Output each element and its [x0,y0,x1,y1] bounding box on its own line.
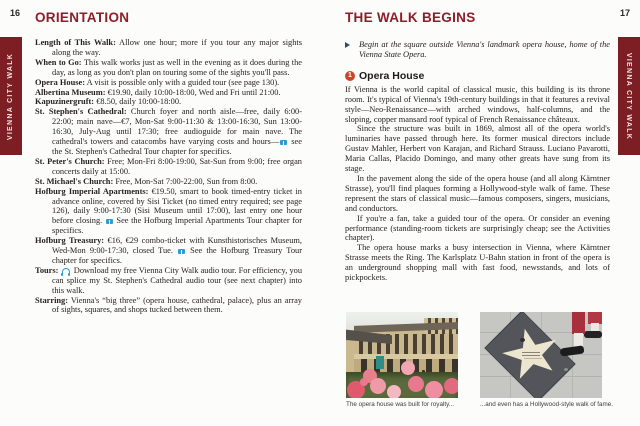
chapter-tab-left-label: VIENNA CITY WALK [7,52,15,140]
orientation-entry: Kapuzinergruft: €8.50, daily 10:00-18:00. [35,97,182,107]
orientation-entry: Tours: Download my free Vienna City Walk audio tour. For efficiency, you can splice my St. Stephen's Cathedral audio tour (see next chapter) into this walk. [35,265,303,295]
headphones-icon [62,268,70,274]
chapter-tab-right [618,37,640,155]
walk-of-fame-photo [480,312,602,398]
opera-house-photo [346,312,458,398]
orientation-entry: St. Peter's Church: Free; Mon-Fri 8:00-19:00, Sat-Sun from 9:00; free organ concerts daily at 15:00. [35,156,302,176]
figure-walk-of-fame [480,312,613,408]
book-icon [178,249,185,254]
figure-row [346,312,613,408]
begin-arrow-icon [345,42,350,48]
body-paragraph: If you're a fan, take a guided tour of the opera. Or consider an evening performance (standing-room tickets are surprisingly cheap; see the Activities chapter). [345,213,610,243]
pavement-pebble [564,368,568,371]
stop-number-badge: 1 [345,71,355,81]
orientation-entry: Hofburg Imperial Apartments: €19.50, smart to book timed-entry ticket in advance online, covered by Sisi Ticket (no timed entry required; see page 126), daily 9:00-17:30 (Sisi Museum until 17:00), last entry one hour before closing. See the Hofburg Imperial Apartments Tour chapter for specifics. [35,186,302,236]
walk-intro [345,40,610,60]
book-icon [106,219,113,224]
orientation-entry: Opera House: A visit is possible only with a guided tour (see page 130). [35,77,280,87]
walk-body [345,38,610,283]
plaque-dot [520,338,525,342]
orientation-entry: Length of This Walk: Allow one hour; more if you tour any major sights along the way. [35,38,302,57]
figure-caption: ...and even has a Hollywood-style walk of fame. [480,401,614,408]
street-sign [376,356,384,369]
figure-opera-house [346,312,458,408]
chapter-tab-left [0,37,22,155]
book-icon [280,140,287,145]
walk-intro-text: Begin at the square outside Vienna's landmark opera house, home of the Vienna State Opera. [359,40,610,59]
chapter-tab-right-label: VIENNA CITY WALK [625,52,633,140]
star-engraving [522,352,540,353]
page-number-left: 16 [10,8,21,18]
page-number-right: 17 [619,8,630,18]
guard-shoe-back [584,331,602,338]
body-paragraph: Since the structure was built in 1869, almost all of the opera world's luminaries have passed through here. Its former musical directors include Gustav Mahler, Herbert von Karajan, and Richard Strauss. Luciano Pavarotti, Maria Callas, Placido Domingo, and many other greats have sung from its stage. [345,124,610,174]
orientation-entry: St. Michael's Church: Free, Mon-Sat 7:00-22:00, Sun from 8:00. [35,176,258,186]
orientation-entry: Hofburg Treasury: €16, €29 combo-ticket with Kunsthistorisches Museum, Wed-Mon 9:00-17:30, closed Tue. See the Hofburg Treasury Tour chapter for specifics. [35,236,302,265]
page-right [320,0,640,426]
section-heading [345,70,610,82]
body-paragraph: In the pavement along the side of the opera house (and all along Kärntner Strasse), you'll find plaques forming a Hollywood-style walk of fame. These represent the stars of classical music—famous composers, singers, musicians, and conductors. [345,173,610,213]
walk-begins-title: THE WALK BEGINS [345,10,476,25]
rose-blossoms [360,378,368,386]
orientation-entry: Starring: Vienna's “big three” (opera house, cathedral, palace), plus an array of sights, squares, and shops tucked between them. [35,295,302,315]
orientation-entries [35,38,302,315]
body-paragraph: If Vienna is the world capital of classical music, this building is its throne room. It's typical of Vienna's 19th-century buildings in that it features a revival style—Neo-Renaissance—with arched windows, half-columns, and the sloping, copper mansard roof typical of French Renaissance châteaux. [345,84,610,124]
orientation-entry: When to Go: This walk works just as well in the evening as it does during the day, as long as you don't plan on touring some of the sights you'll pass. [35,57,303,77]
orientation-title: ORIENTATION [35,10,130,25]
guard-leg-front [572,312,585,334]
figure-caption: The opera house was built for royalty... [346,401,455,408]
body-paragraph: The opera house marks a busy intersection in Vienna, where Kärntner Strasse meets the Ring. The Karlsplatz U-Bahn station in front of the opera is an underground shopping mall with fast food, newsstands, and lots of pickpockets. [345,243,610,283]
orientation-entry: St. Stephen's Cathedral: Church foyer and north aisle—free, daily 6:00-22:00; main nave—€7, Mon-Sat 9:00-11:30 & 13:00-16:30, Sun 13:00-16:30, July-Aug until 17:30; free audioguide for main nave. The cathedral's towers and catacombs have varying costs and hours— see the St. Stephen's Cathedral Tour chapter for specifics. [35,107,302,156]
orientation-entry: Albertina Museum: €19.90, daily 10:00-18:00, Wed and Fri until 21:00. [35,87,281,97]
section-heading-text: Opera House [359,69,425,82]
